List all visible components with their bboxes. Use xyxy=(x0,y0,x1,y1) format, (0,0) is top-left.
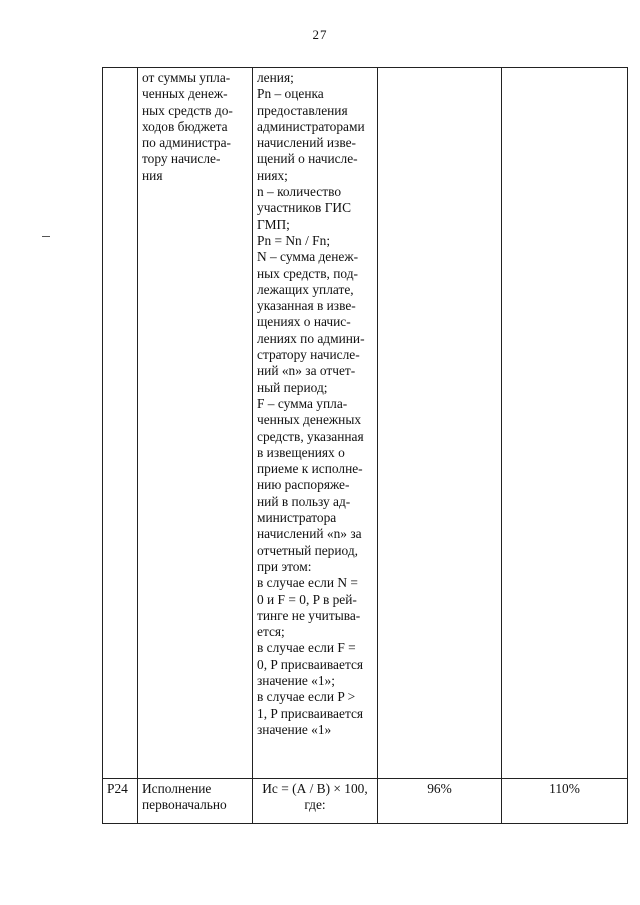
text-line: отчетный период, xyxy=(257,542,359,558)
text-line: щениях о начис- xyxy=(257,314,351,330)
text-line: стратору начисле- xyxy=(257,347,360,363)
text-line: Pn = Nn / Fn; xyxy=(257,232,331,248)
text-line: ГМП; xyxy=(257,216,290,232)
text-line: значение «1» xyxy=(257,721,332,737)
text-line: ется; xyxy=(257,624,285,640)
table-row xyxy=(103,68,628,779)
cell-value-1 xyxy=(378,68,502,779)
cell-code xyxy=(103,68,138,779)
text-line: тору начисле- xyxy=(142,151,221,167)
text-line: в случае если P > xyxy=(257,689,356,705)
text-line: ний в пользу ад- xyxy=(257,493,351,509)
indicator-table xyxy=(102,67,628,824)
cell-value-1: 96% xyxy=(378,779,502,824)
text-line: в извещениях о xyxy=(257,444,345,460)
text-line: Ис = (А / В) × 100, xyxy=(262,781,368,796)
text-line: ния xyxy=(142,167,163,183)
text-line: предоставления xyxy=(257,102,348,118)
text-line: ных средств до- xyxy=(142,102,233,118)
text-line: Исполнение xyxy=(142,781,212,796)
text-line: ний «n» за отчет- xyxy=(257,363,356,379)
text-line: в случае если N = xyxy=(257,575,358,591)
text-line: F – сумма упла- xyxy=(257,395,348,411)
text-line: начислений изве- xyxy=(257,135,356,151)
text-line: n – количество xyxy=(257,184,342,200)
text-line: лежащих уплате, xyxy=(257,281,354,297)
text-line: по администра- xyxy=(142,135,231,151)
text-line: при этом: xyxy=(257,558,312,574)
text-line: министратора xyxy=(257,510,337,526)
text-line: администраторами xyxy=(257,118,365,134)
text-line: от суммы упла- xyxy=(142,70,231,85)
margin-mark xyxy=(42,236,50,237)
text-line: N – сумма денеж- xyxy=(257,249,359,265)
text-line: указанная в изве- xyxy=(257,298,356,314)
text-line: где: xyxy=(304,797,326,813)
table-row xyxy=(103,779,628,824)
text-line: ниях; xyxy=(257,167,288,183)
text-line: средств, указанная xyxy=(257,428,364,444)
text-line: ный период; xyxy=(257,379,328,395)
text-line: значение «1»; xyxy=(257,672,335,688)
text-line: Pn – оценка xyxy=(257,86,324,102)
text-line: первоначально xyxy=(142,797,227,813)
text-line: начислений «n» за xyxy=(257,526,362,542)
cell-value-2 xyxy=(502,68,628,779)
text-line: ходов бюджета xyxy=(142,118,228,134)
text-line: 0 и F = 0, P в рей- xyxy=(257,591,357,607)
text-line: щений о начисле- xyxy=(257,151,358,167)
text-line: приеме к исполне- xyxy=(257,461,363,477)
page-number: 27 xyxy=(312,27,328,42)
text-line: в случае если F = xyxy=(257,640,356,656)
text-line: лениях по админи- xyxy=(257,330,365,346)
text-line: ных средств, под- xyxy=(257,265,358,281)
text-line: ченных денежных xyxy=(257,412,362,428)
cell-formula xyxy=(253,779,378,824)
text-line: ления; xyxy=(257,70,294,85)
cell-indicator xyxy=(138,68,253,779)
cell-formula xyxy=(253,68,378,779)
text-line: тинге не учитыва- xyxy=(257,607,361,623)
cell-code: P24 xyxy=(103,779,138,824)
cell-indicator xyxy=(138,779,253,824)
text-line: участников ГИС xyxy=(257,200,352,216)
text-line: 1, P присваивается xyxy=(257,705,364,721)
text-line: 0, P присваивается xyxy=(257,656,364,672)
text-line: ченных денеж- xyxy=(142,86,228,102)
text-line: нию распоряже- xyxy=(257,477,350,493)
cell-value-2: 110% xyxy=(502,779,628,824)
